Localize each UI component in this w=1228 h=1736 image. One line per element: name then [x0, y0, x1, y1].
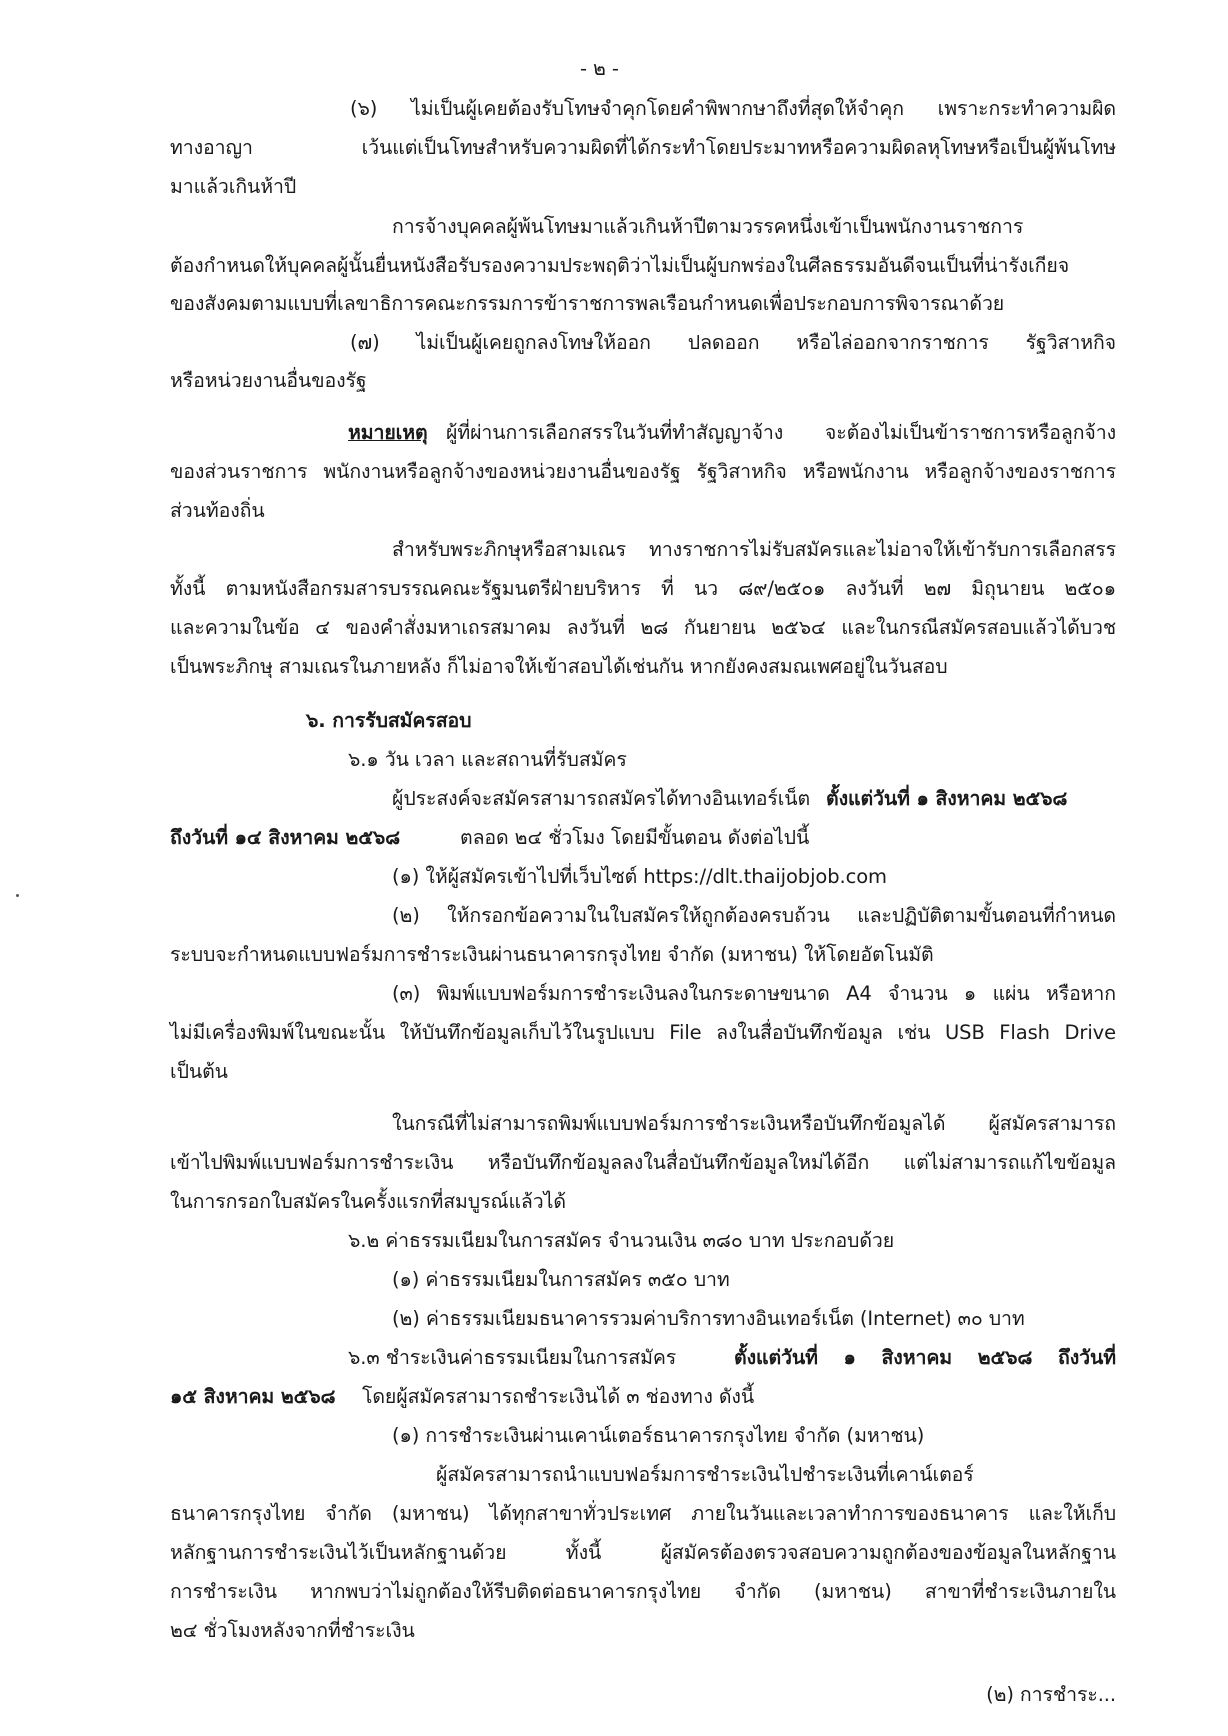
- step1: (๑) ให้ผู้สมัครเข้าไปที่เว็บไซต์ https://dlt.thaijobjob.com: [392, 865, 887, 888]
- section6-heading: ๖. การรับสมัครสอบ: [306, 709, 472, 732]
- s63-line2-bold: ๑๕ สิงหาคม ๒๕๖๘: [170, 1385, 336, 1408]
- step3-line2: ไม่มีเครื่องพิมพ์ในขณะนั้น ให้บันทึกข้อมูลเก็บไว้ในรูปแบบ File ลงในสื่อบันทึกข้อมูล เช่น USB Flash Drive: [170, 1021, 1116, 1044]
- item6-line2: ทางอาญา เว้นแต่เป็นโทษสำหรับความผิดที่ได้กระทำโดยประมาทหรือความผิดลหุโทษหรือเป็นผู้พ้นโทษ: [170, 136, 1116, 159]
- stray-mark: [16, 894, 19, 897]
- hire-para-line3: ของสังคมตามแบบที่เลขาธิการคณะกรรมการข้าราชการพลเรือนกำหนดเพื่อประกอบการพิจารณาด้วย: [170, 292, 1005, 315]
- monk-para-line4: เป็นพระภิกษุ สามเณรในภายหลัง ก็ไม่อาจให้เข้าสอบได้เช่นกัน หากยังคงสมณเพศอยู่ในวันสอบ: [170, 655, 948, 678]
- step2-line1: (๒) ให้กรอกข้อความในใบสมัครให้ถูกต้องครบถ้วน และปฏิบัติตามขั้นตอนที่กำหนด: [392, 904, 1116, 927]
- case-line2: เข้าไปพิมพ์แบบฟอร์มการชำระเงิน หรือบันทึกข้อมูลลงในสื่อบันทึกข้อมูลใหม่ได้อีก แต่ไม่สามารถแก้ไขข้อมูล: [170, 1151, 1116, 1174]
- note-line1: ผู้ที่ผ่านการเลือกสรรในวันที่ทำสัญญาจ้าง จะต้องไม่เป็นข้าราชการหรือลูกจ้าง: [446, 421, 1116, 444]
- note-label: หมายเหตุ: [348, 421, 428, 444]
- continuation: (๒) การชำระ...: [986, 1683, 1116, 1706]
- case-line3: ในการกรอกใบสมัครในครั้งแรกที่สมบูรณ์แล้วได้: [170, 1190, 566, 1213]
- case-line1: ในกรณีที่ไม่สามารถพิมพ์แบบฟอร์มการชำระเงินหรือบันทึกข้อมูลได้ ผู้สมัครสามารถ: [392, 1112, 1116, 1135]
- section62-heading: ๖.๒ ค่าธรรมเนียมในการสมัคร จำนวนเงิน ๓๘๐ บาท ประกอบด้วย: [348, 1229, 895, 1252]
- s62-item2: (๒) ค่าธรรมเนียมธนาคารรวมค่าบริการทางอินเทอร์เน็ต (Internet) ๓๐ บาท: [392, 1307, 1025, 1330]
- section61-heading: ๖.๑ วัน เวลา และสถานที่รับสมัคร: [348, 748, 627, 771]
- step2-line2: ระบบจะกำหนดแบบฟอร์มการชำระเงินผ่านธนาคารกรุงไทย จำกัด (มหาชน) ให้โดยอัตโนมัติ: [170, 943, 934, 966]
- counter-line3: หลักฐานการชำระเงินไว้เป็นหลักฐานด้วย ทั้งนี้ ผู้สมัครต้องตรวจสอบความถูกต้องของข้อมูลในหลักฐาน: [170, 1541, 1116, 1564]
- s61-line2-plain: ตลอด ๒๔ ชั่วโมง โดยมีขั้นตอน ดังต่อไปนี้: [460, 826, 810, 849]
- counter-line5: ๒๔ ชั่วโมงหลังจากที่ชำระเงิน: [170, 1619, 415, 1642]
- s63-line1-bold: ตั้งแต่วันที่ ๑ สิงหาคม ๒๕๖๘ ถึงวันที่: [734, 1346, 1116, 1369]
- s61-line1-bold: ตั้งแต่วันที่ ๑ สิงหาคม ๒๕๖๘: [826, 787, 1068, 810]
- item6-line1: (๖) ไม่เป็นผู้เคยต้องรับโทษจำคุกโดยคำพิพากษาถึงที่สุดให้จำคุก เพราะกระทำความผิด: [350, 97, 1116, 120]
- s63-line2-plain: โดยผู้สมัครสามารถชำระเงินได้ ๓ ช่องทาง ดังนี้: [362, 1385, 755, 1408]
- step3-line1: (๓) พิมพ์แบบฟอร์มการชำระเงินลงในกระดาษขนาด A4 จำนวน ๑ แผ่น หรือหาก: [392, 982, 1116, 1005]
- counter-line1: ผู้สมัครสามารถนำแบบฟอร์มการชำระเงินไปชำระเงินที่เคาน์เตอร์: [436, 1463, 974, 1486]
- hire-para-line2: ต้องกำหนดให้บุคคลผู้นั้นยื่นหนังสือรับรองความประพฤติว่าไม่เป็นผู้บกพร่องในศีลธรรมอันดีจนเป็นที่น่ารังเกียจ: [170, 254, 1070, 277]
- s63-line1-plain: ๖.๓ ชำระเงินค่าธรรมเนียมในการสมัคร: [348, 1346, 677, 1369]
- counter-line2: ธนาคารกรุงไทย จำกัด (มหาชน) ได้ทุกสาขาทั่วประเทศ ภายในวันและเวลาทำการของธนาคาร และให้เก็บ: [170, 1502, 1116, 1525]
- note-line3: ส่วนท้องถิ่น: [170, 499, 265, 522]
- hire-para-line1: การจ้างบุคคลผู้พ้นโทษมาแล้วเกินห้าปีตามวรรคหนึ่งเข้าเป็นพนักงานราชการ: [392, 215, 1024, 238]
- item7-line2: หรือหน่วยงานอื่นของรัฐ: [170, 369, 367, 392]
- step3-line3: เป็นต้น: [170, 1060, 228, 1083]
- page-number: - ๒ -: [580, 57, 619, 80]
- monk-para-line1: สำหรับพระภิกษุหรือสามเณร ทางราชการไม่รับสมัครและไม่อาจให้เข้ารับการเลือกสรร: [392, 538, 1116, 561]
- counter-line4: การชำระเงิน หากพบว่าไม่ถูกต้องให้รีบติดต่อธนาคารกรุงไทย จำกัด (มหาชน) สาขาที่ชำระเงินภายใน: [170, 1580, 1116, 1603]
- s61-line1-plain: ผู้ประสงค์จะสมัครสามารถสมัครได้ทางอินเทอร์เน็ต: [392, 787, 811, 810]
- monk-para-line2: ทั้งนี้ ตามหนังสือกรมสารบรรณคณะรัฐมนตรีฝ่ายบริหาร ที่ นว ๘๙/๒๕๐๑ ลงวันที่ ๒๗ มิถุนายน ๒๕๐๑: [170, 577, 1116, 600]
- s62-item1: (๑) ค่าธรรมเนียมในการสมัคร ๓๕๐ บาท: [392, 1268, 730, 1291]
- s61-line2-bold: ถึงวันที่ ๑๔ สิงหาคม ๒๕๖๘: [170, 826, 401, 849]
- item6-line3: มาแล้วเกินห้าปี: [170, 175, 297, 198]
- note-line2: ของส่วนราชการ พนักงานหรือลูกจ้างของหน่วยงานอื่นของรัฐ รัฐวิสาหกิจ หรือพนักงาน หรือลูกจ้างของราชการ: [170, 460, 1116, 483]
- monk-para-line3: และความในข้อ ๔ ของคำสั่งมหาเถรสมาคม ลงวันที่ ๒๘ กันยายน ๒๕๖๔ และในกรณีสมัครสอบแล้วได้บวช: [170, 616, 1116, 639]
- s63-item1: (๑) การชำระเงินผ่านเคาน์เตอร์ธนาคารกรุงไทย จำกัด (มหาชน): [392, 1424, 925, 1447]
- item7-line1: (๗) ไม่เป็นผู้เคยถูกลงโทษให้ออก ปลดออก หรือไล่ออกจากราชการ รัฐวิสาหกิจ: [350, 331, 1116, 354]
